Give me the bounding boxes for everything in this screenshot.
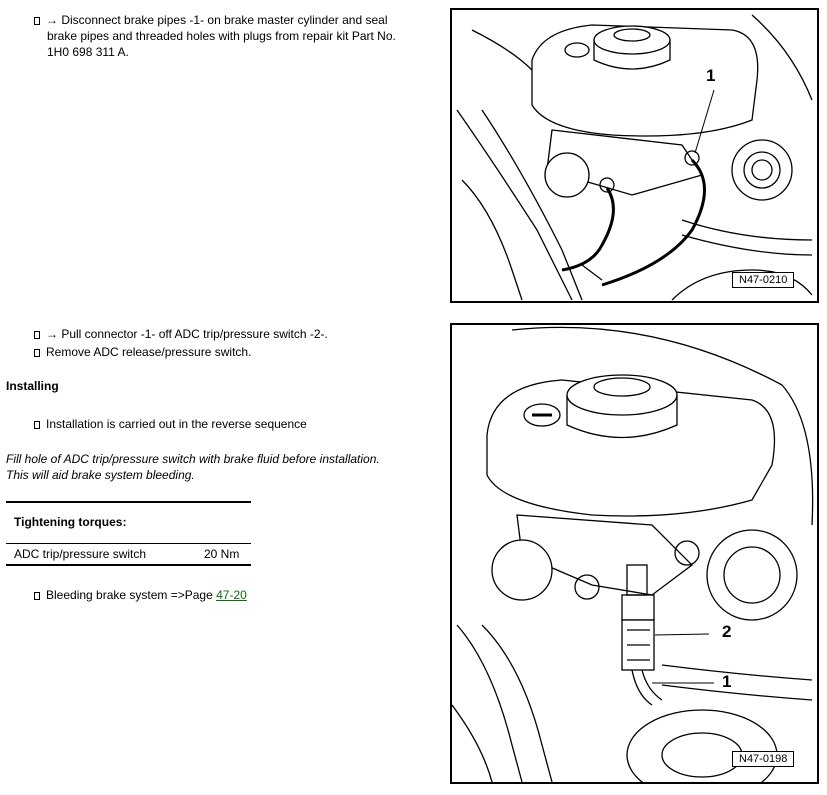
- table-header-rule: [6, 543, 251, 544]
- callout-1: 1: [722, 672, 732, 691]
- installing-heading: Installing: [6, 379, 59, 393]
- bullet-icon: [34, 592, 40, 600]
- figure-adc-switch: [450, 323, 819, 784]
- bullet-icon: [34, 331, 40, 339]
- step1-line2: brake pipes and threaded holes with plugs from repair kit Part No.: [47, 29, 396, 43]
- step2-line1: → Pull connector -1- off ADC trip/pressure switch -2-.: [34, 326, 328, 342]
- table-bottom-rule: [6, 564, 251, 566]
- bleeding-step: Bleeding brake system =>Page 47-20: [34, 587, 247, 603]
- callout-2: 2: [722, 622, 732, 641]
- bullet-icon: [34, 421, 40, 429]
- installing-step: Installation is carried out in the reverse sequence: [34, 416, 307, 432]
- figure-brake-master-cylinder: [450, 8, 819, 303]
- torque-item: ADC trip/pressure switch: [14, 547, 147, 561]
- torque-value: 20 Nm: [204, 547, 240, 561]
- figure-label: N47-0210: [732, 272, 794, 288]
- adc-switch-illustration: [452, 325, 817, 782]
- table-top-rule: [6, 501, 251, 503]
- callout-1: 1: [706, 66, 716, 85]
- brake-master-cylinder-illustration: [452, 10, 817, 301]
- step1-line3: 1H0 698 311 A.: [47, 45, 129, 59]
- step1-line1: → Disconnect brake pipes -1- on brake master cylinder and seal: [34, 12, 388, 28]
- torques-heading: Tightening torques:: [14, 515, 127, 529]
- bullet-icon: [34, 17, 40, 25]
- page-link[interactable]: 47-20: [216, 588, 247, 602]
- installing-note-line1: Fill hole of ADC trip/pressure switch with brake fluid before installation.: [6, 452, 380, 466]
- installing-note-line2: This will aid brake system bleeding.: [6, 468, 195, 482]
- step2-line2: Remove ADC release/pressure switch.: [34, 344, 251, 360]
- bullet-icon: [34, 349, 40, 357]
- figure-label: N47-0198: [732, 751, 794, 767]
